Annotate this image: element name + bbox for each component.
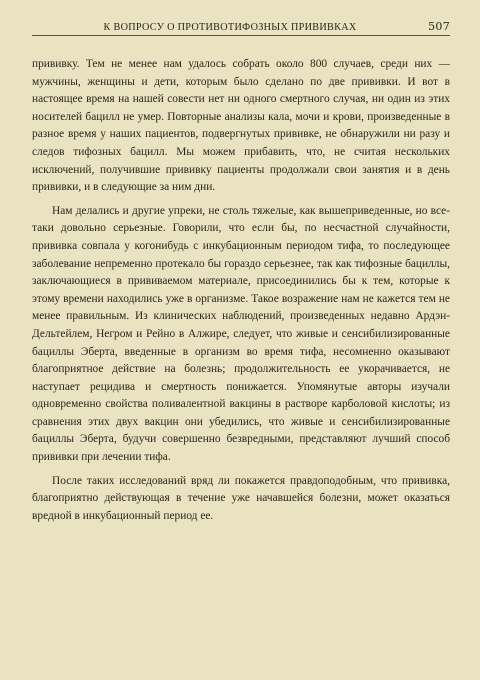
paragraph-3: После таких исследований вряд ли покажется правдоподобным, что прививка, благоприятно действующая в течение уже начавшейся болезни, может оказаться вредной в инкубационный период ее. [32,474,450,522]
page-number: 507 [428,20,450,33]
running-header [32,16,450,36]
body-text [32,56,450,525]
running-header-title: К ВОПРОСУ О ПРОТИВОТИФОЗНЫХ ПРИВИВКАХ [103,22,357,33]
paragraph-2: Нам делались и другие упреки, не столь тяжелые, как вышеприведенные, но все-таки довольно серьезные. Говорили, что если бы, по несчастной случайности, прививка совпала у когонибудь с инкубационным периодом тифа, то последующее заболевание непременно протекало бы гораздо серьезнее, так как тифозные бациллы, заключающиеся в прививаемом материале, присоединились бы к тем, которые к этому времени находились уже в организме. Такое возражение нам не кажется тем не менее правильным. Из клинических наблюдений, произведенных недавно Ардэн-Дельтейлем, Негром и Рейно в Алжире, следует, что живые и сенсибилизированные бациллы Эберта, введенные в организм во время тифа, несомненно оказывают благоприятное действие на болезнь; продолжительность ее укорачивается, не наступает рецидива и смертность понижается. Упомянутые авторы изучали одновременно свойства поливалентной вакцины в растворе карболовой кислоты; из сравнения этих двух вакцин они убедились, что живые и сенсибилизированные бациллы Эберта, будучи совершенно безвредными, представляют лучший способ прививки при лечении тифа. [32,204,450,464]
paragraph-1: прививку. Тем не менее нам удалось собрать около 800 случаев, среди них — мужчины, женщины и дети, которым было сделано по две прививки. И вот в настоящее время на нашей совести нет ни одного смертного случая, ни один из этих носителей бацилл не умер. Повторные анализы кала, мочи и крови, произведенные в разное время у наших пациентов, подвергнутых прививке, не обнаружили ни разу и следов тифозных бацилл. Мы можем прибавить, что, не считая нескольких исключений, получившие прививку пациенты продолжали свои занятия и в день прививки, и в следующие за ним дни. [32,58,450,194]
